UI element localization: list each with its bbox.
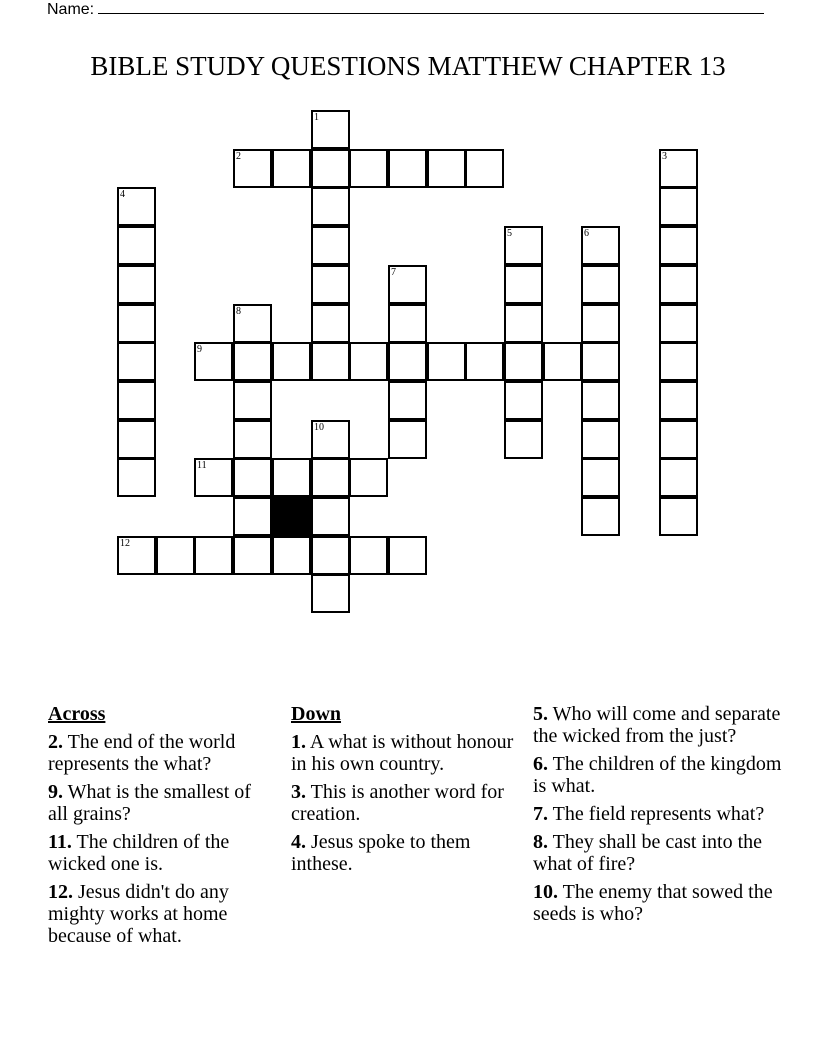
grid-cell[interactable] [659, 420, 698, 459]
grid-cell[interactable] [117, 458, 156, 497]
grid-cell[interactable] [659, 497, 698, 536]
clue-down-3: 3. This is another word for creation. [291, 781, 504, 825]
grid-cell[interactable] [233, 536, 272, 575]
grid-cell[interactable] [272, 342, 311, 381]
grid-cell[interactable] [233, 458, 272, 497]
grid-cell[interactable] [504, 265, 543, 304]
grid-cell[interactable] [659, 381, 698, 420]
grid-cell[interactable] [117, 381, 156, 420]
clue-down-7: 7. The field represents what? [533, 803, 765, 825]
grid-cell[interactable] [233, 381, 272, 420]
across-heading: Across [48, 703, 106, 725]
grid-cell[interactable] [233, 342, 272, 381]
grid-cell[interactable] [311, 536, 350, 575]
grid-cell[interactable] [311, 458, 350, 497]
cell-number: 6 [584, 228, 589, 239]
grid-cell[interactable] [233, 304, 272, 343]
page-title: BIBLE STUDY QUESTIONS MATTHEW CHAPTER 13 [90, 51, 726, 81]
grid-cell[interactable] [156, 536, 195, 575]
clue-across-2: 2. The end of the world represents the what? [48, 731, 236, 775]
cell-number: 10 [314, 422, 324, 433]
grid-cell[interactable] [581, 226, 620, 265]
name-label: Name: [47, 1, 95, 18]
grid-cell[interactable] [349, 536, 388, 575]
grid-cell[interactable] [581, 458, 620, 497]
grid-cell[interactable] [427, 342, 466, 381]
grid-cell[interactable] [659, 226, 698, 265]
grid-cell[interactable] [349, 149, 388, 188]
grid-block [272, 497, 311, 536]
grid-cell[interactable] [504, 420, 543, 459]
grid-cell[interactable] [581, 420, 620, 459]
grid-cell[interactable] [659, 304, 698, 343]
cell-number: 12 [120, 538, 130, 549]
grid-cell[interactable] [504, 226, 543, 265]
clue-down-8: 8. They shall be cast into the what of fire? [533, 831, 763, 875]
grid-cell[interactable] [388, 536, 427, 575]
grid-cell[interactable] [504, 342, 543, 381]
grid-cell[interactable] [311, 342, 350, 381]
cell-number: 7 [391, 267, 396, 278]
clue-column-1 [48, 703, 273, 953]
grid-cell[interactable] [504, 304, 543, 343]
grid-cell[interactable] [388, 342, 427, 381]
grid-cell[interactable] [272, 149, 311, 188]
grid-cell[interactable] [233, 420, 272, 459]
grid-cell[interactable] [659, 265, 698, 304]
grid-cell[interactable] [117, 226, 156, 265]
grid-cell[interactable] [311, 420, 350, 459]
grid-cell[interactable] [311, 187, 350, 226]
clue-column-2 [291, 703, 516, 881]
grid-cell[interactable] [194, 458, 233, 497]
grid-cell[interactable] [581, 342, 620, 381]
grid-cell[interactable] [388, 304, 427, 343]
grid-cell[interactable] [388, 149, 427, 188]
cell-number: 8 [236, 306, 241, 317]
grid-cell[interactable] [349, 458, 388, 497]
grid-cell[interactable] [311, 497, 350, 536]
grid-cell[interactable] [311, 304, 350, 343]
grid-cell[interactable] [465, 342, 504, 381]
grid-cell[interactable] [581, 265, 620, 304]
grid-cell[interactable] [427, 149, 466, 188]
grid-cell[interactable] [194, 342, 233, 381]
clue-down-10: 10. The enemy that sowed the seeds is who? [533, 881, 773, 925]
grid-cell[interactable] [349, 342, 388, 381]
clue-down-1: 1. A what is without honour in his own country. [291, 731, 514, 775]
grid-cell[interactable] [117, 265, 156, 304]
grid-cell[interactable] [388, 420, 427, 459]
cell-number: 5 [507, 228, 512, 239]
grid-cell[interactable] [311, 574, 350, 613]
cell-number: 2 [236, 151, 241, 162]
down-heading: Down [291, 703, 342, 725]
grid-cell[interactable] [117, 304, 156, 343]
grid-cell[interactable] [194, 536, 233, 575]
grid-cell[interactable] [311, 110, 350, 149]
clue-across-11: 11. The children of the wicked one is. [48, 831, 230, 875]
grid-cell[interactable] [311, 265, 350, 304]
grid-cell[interactable] [233, 497, 272, 536]
clue-down-4: 4. Jesus spoke to them inthese. [291, 831, 471, 875]
grid-cell[interactable] [659, 342, 698, 381]
clue-across-9: 9. What is the smallest of all grains? [48, 781, 251, 825]
cell-number: 1 [314, 112, 319, 123]
cell-number: 11 [197, 460, 207, 471]
clue-down-5: 5. Who will come and separate the wicked from the just? [533, 703, 781, 747]
grid-cell[interactable] [388, 381, 427, 420]
grid-cell[interactable] [233, 149, 272, 188]
grid-cell[interactable] [272, 536, 311, 575]
grid-cell[interactable] [311, 149, 350, 188]
grid-cell[interactable] [659, 149, 698, 188]
grid-cell[interactable] [465, 149, 504, 188]
grid-cell[interactable] [504, 381, 543, 420]
grid-cell[interactable] [581, 497, 620, 536]
grid-cell[interactable] [117, 536, 156, 575]
grid-cell[interactable] [311, 226, 350, 265]
grid-cell[interactable] [117, 342, 156, 381]
grid-cell[interactable] [581, 381, 620, 420]
clue-down-6: 6. The children of the kingdom is what. [533, 753, 782, 797]
grid-cell[interactable] [659, 187, 698, 226]
cell-number: 9 [197, 344, 202, 355]
grid-cell[interactable] [659, 458, 698, 497]
clue-across-12: 12. Jesus didn't do any mighty works at home because of what. [48, 881, 229, 947]
cell-number: 3 [662, 151, 667, 162]
cell-number: 4 [120, 189, 125, 200]
clue-column-3 [533, 703, 783, 931]
grid-cell[interactable] [117, 420, 156, 459]
grid-cell[interactable] [117, 187, 156, 226]
grid-cell[interactable] [543, 342, 582, 381]
grid-cell[interactable] [272, 458, 311, 497]
grid-cell[interactable] [581, 304, 620, 343]
grid-cell[interactable] [388, 265, 427, 304]
